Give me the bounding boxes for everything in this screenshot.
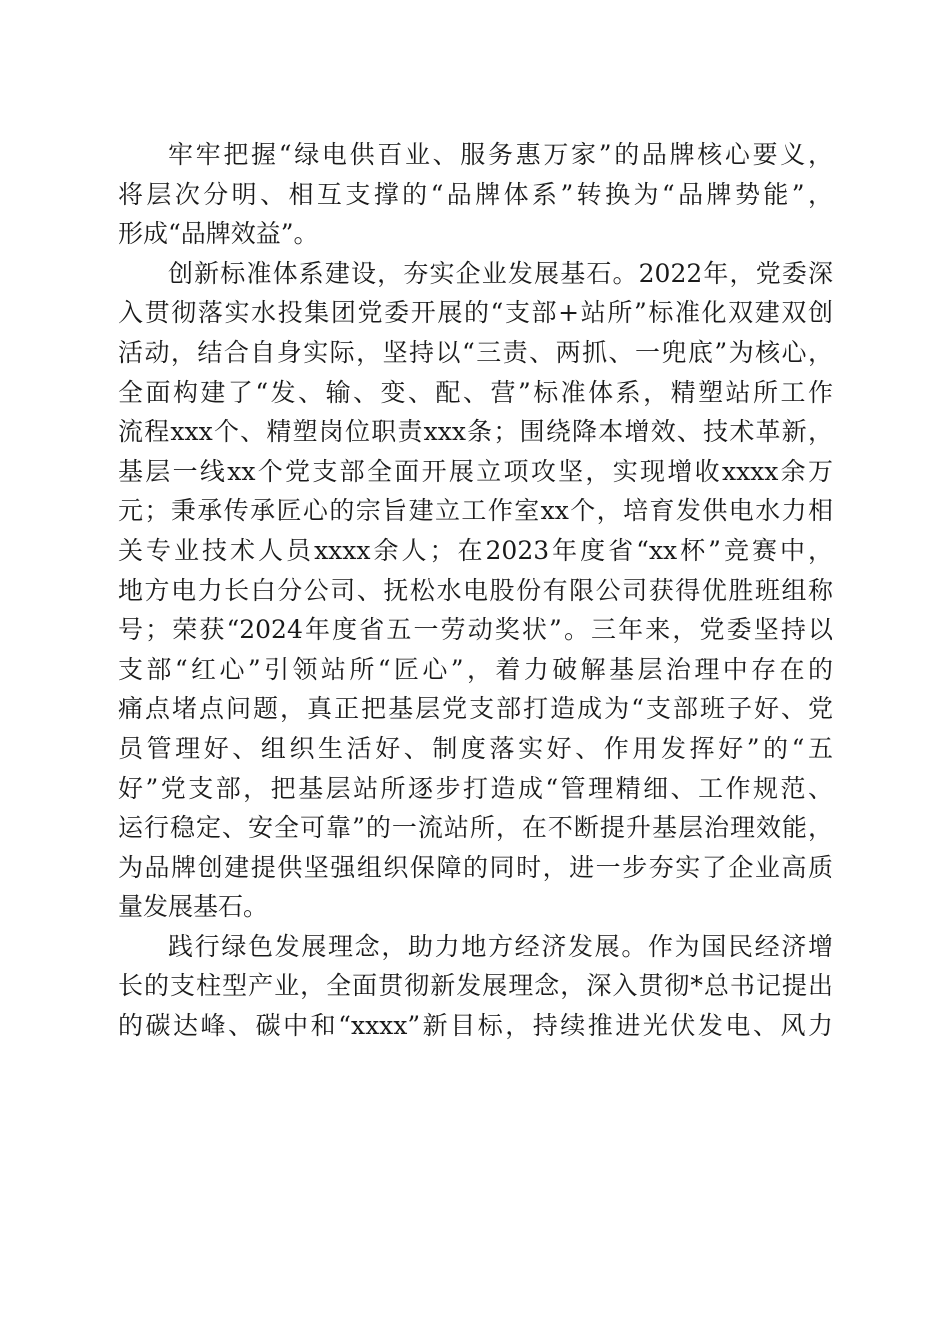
paragraph-2-line-3: 活动，结合自身实际，坚持以“三责、两抓、一兜底”为核心， <box>118 337 833 367</box>
paragraph-2-line-4: 全面构建了“发、输、变、配、营”标准体系，精塑站所工作 <box>118 377 833 407</box>
paragraph-2-line-15: 运行稳定、安全可靠”的一流站所，在不断提升基层治理效能， <box>118 813 833 843</box>
paragraph-2-line-13: 员管理好、组织生活好、制度落实好、作用发挥好”的“五 <box>118 733 833 763</box>
paragraph-2-line-5: 流程xxx个、精塑岗位职责xxx条；围绕降本增效、技术革新， <box>118 417 833 447</box>
body-text <box>118 135 833 1046</box>
paragraph-1-line-1: 牢牢把握“绿电供百业、服务惠万家”的品牌核心要义， <box>168 140 833 169</box>
paragraph-2-line-17: 量发展基石。 <box>118 892 269 922</box>
paragraph-2-line-1: 创新标准体系建设，夯实企业发展基石。2022年，党委深 <box>168 258 833 288</box>
paragraph-2-line-2: 入贯彻落实水投集团党委开展的“支部+站所”标准化双建双创 <box>118 298 833 328</box>
paragraph-2-line-6: 基层一线xx个党支部全面开展立项攻坚，实现增收xxxx余万 <box>118 456 833 486</box>
paragraph-2-line-11: 支部“红心”引领站所“匠心”，着力破解基层治理中存在的 <box>118 654 833 684</box>
paragraph-2-line-12: 痛点堵点问题，真正把基层党支部打造成为“支部班子好、党 <box>118 694 833 724</box>
paragraph-3-line-2: 长的支柱型产业，全面贯彻新发展理念，深入贯彻*总书记提出 <box>118 971 833 1001</box>
paragraph-1-line-2: 将层次分明、相互支撑的“品牌体系”转换为“品牌势能”， <box>118 179 833 209</box>
paragraph-3-line-1: 践行绿色发展理念，助力地方经济发展。作为国民经济增 <box>168 931 833 961</box>
paragraph-2-line-16: 为品牌创建提供坚强组织保障的同时，进一步夯实了企业高质 <box>118 852 833 882</box>
paragraph-2-line-14: 好”党支部，把基层站所逐步打造成“管理精细、工作规范、 <box>118 773 833 803</box>
paragraph-2-line-10: 号；荣获“2024年度省五一劳动奖状”。三年来，党委坚持以 <box>118 615 833 645</box>
paragraph-3-line-3: 的碳达峰、碳中和“xxxx”新目标，持续推进光伏发电、风力 <box>118 1011 833 1041</box>
paragraph-2-line-9: 地方电力长白分公司、抚松水电股份有限公司获得优胜班组称 <box>118 575 833 605</box>
paragraph-2-line-8: 关专业技术人员xxxx余人；在2023年度省“xx杯”竞赛中， <box>118 535 833 565</box>
paragraph-2-line-7: 元；秉承传承匠心的宗旨建立工作室xx个，培育发供电水力相 <box>118 496 833 526</box>
paragraph-1-line-3: 形成“品牌效益”。 <box>118 219 319 249</box>
